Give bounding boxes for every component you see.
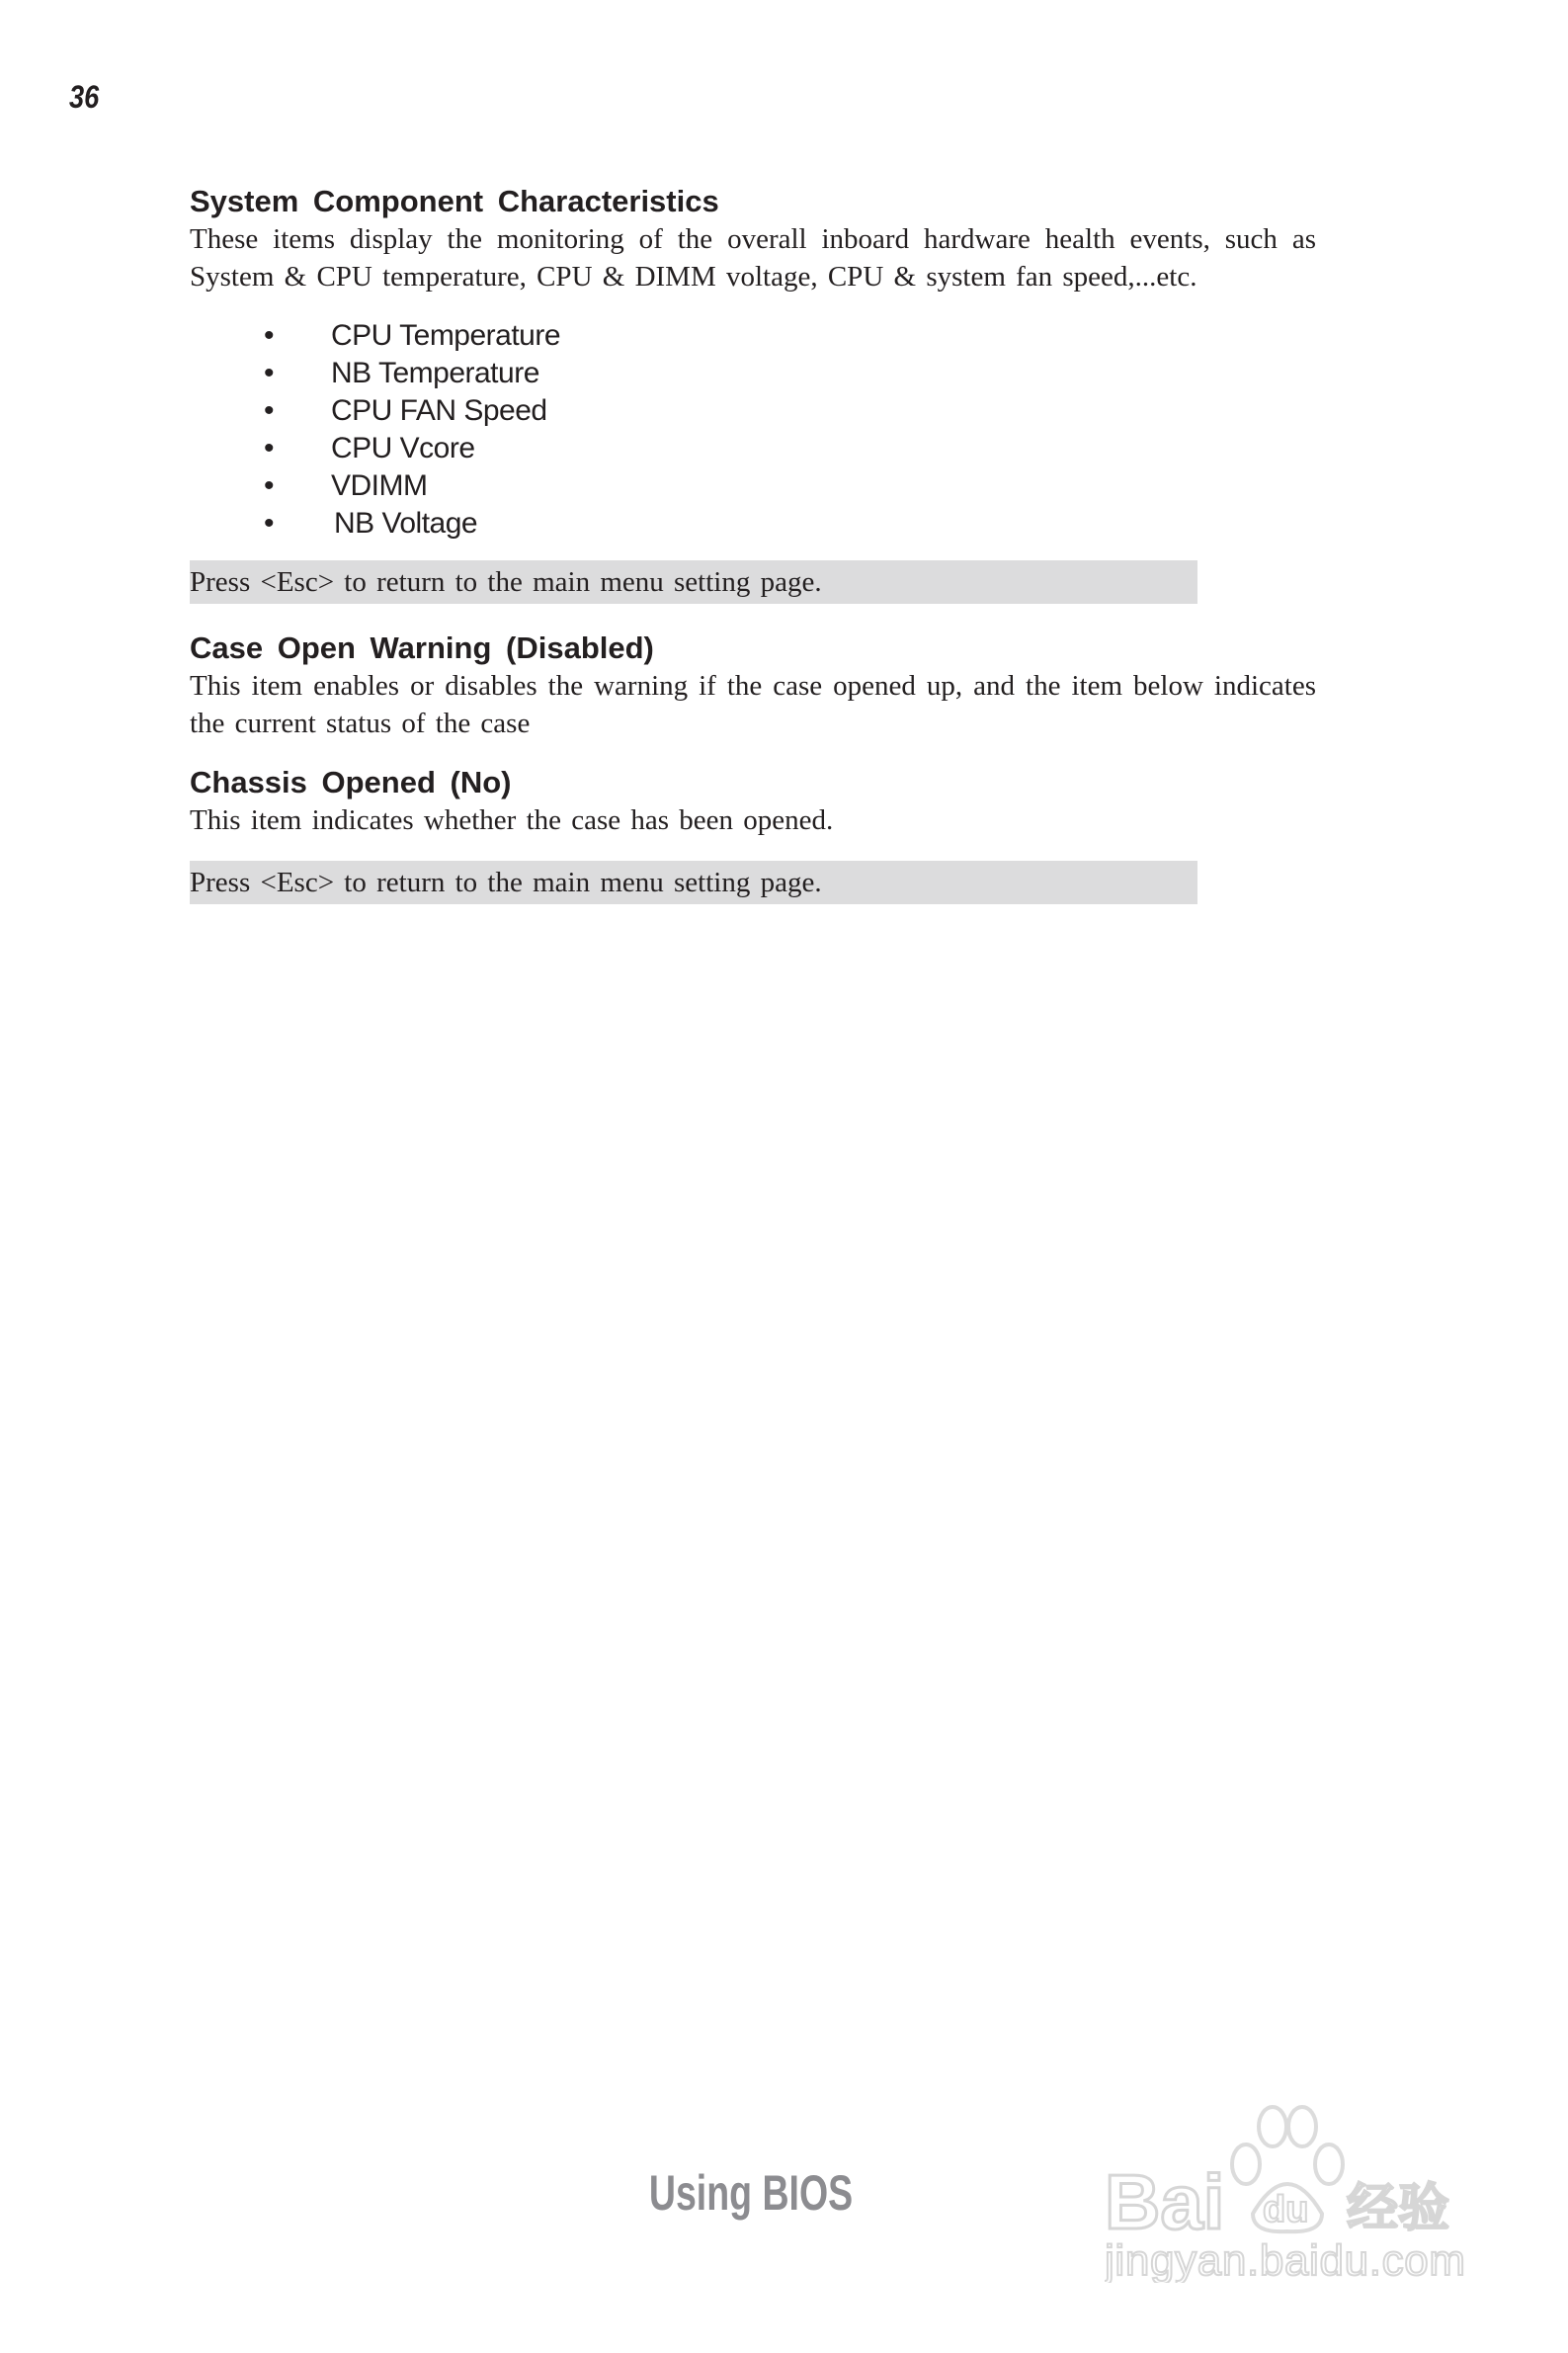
bullet: • xyxy=(264,507,275,540)
list-item-label: NB Voltage xyxy=(334,507,478,540)
section-heading-case-open: Case Open Warning (Disabled) xyxy=(190,630,654,665)
section-heading-system-component: System Component Characteristics xyxy=(190,184,719,218)
list-item-label: NB Temperature xyxy=(331,357,539,389)
list-item-label: VDIMM xyxy=(331,469,428,502)
monitor-items-list xyxy=(190,317,1316,543)
bullet: • xyxy=(264,469,275,502)
bullet: • xyxy=(264,432,275,464)
baidu-watermark xyxy=(1105,2105,1470,2283)
page-content xyxy=(190,183,1316,904)
section-body-chassis-opened: This item indicates whether the case has been opened. xyxy=(190,804,834,836)
bullet: • xyxy=(264,319,275,352)
section-body-system-component: These items display the monitoring of the overall inboard hardware health events, such as System & CPU temperature, CPU & DIMM voltage, CPU & system fan speed,...etc. xyxy=(190,223,1316,293)
list-item xyxy=(190,467,1316,505)
list-item xyxy=(190,392,1316,430)
svg-text:Bai: Bai xyxy=(1105,2158,1225,2245)
footer-chapter-title: Using BIOS xyxy=(648,2165,854,2221)
esc-note: Press <Esc> to return to the main menu setting page. xyxy=(190,560,1197,604)
bullet: • xyxy=(264,394,275,427)
page-number: 36 xyxy=(69,79,100,115)
list-item xyxy=(190,355,1316,392)
list-item-label: CPU FAN Speed xyxy=(331,394,547,427)
svg-text:经验: 经验 xyxy=(1347,2179,1450,2238)
list-item-label: CPU Vcore xyxy=(331,432,475,464)
list-item xyxy=(190,430,1316,467)
svg-text:jingyan.baidu.com: jingyan.baidu.com xyxy=(1105,2236,1465,2283)
bullet: • xyxy=(264,357,275,389)
list-item-label: CPU Temperature xyxy=(331,319,561,352)
baidu-paw-logo-icon xyxy=(1105,2105,1470,2283)
list-item xyxy=(190,317,1316,355)
list-item xyxy=(190,505,1316,543)
esc-note: Press <Esc> to return to the main menu setting page. xyxy=(190,861,1197,904)
svg-text:du: du xyxy=(1263,2189,1309,2230)
section-heading-chassis-opened: Chassis Opened (No) xyxy=(190,765,512,799)
section-body-case-open: This item enables or disables the warning if the case opened up, and the item below indicates the current status of the case xyxy=(190,670,1316,739)
